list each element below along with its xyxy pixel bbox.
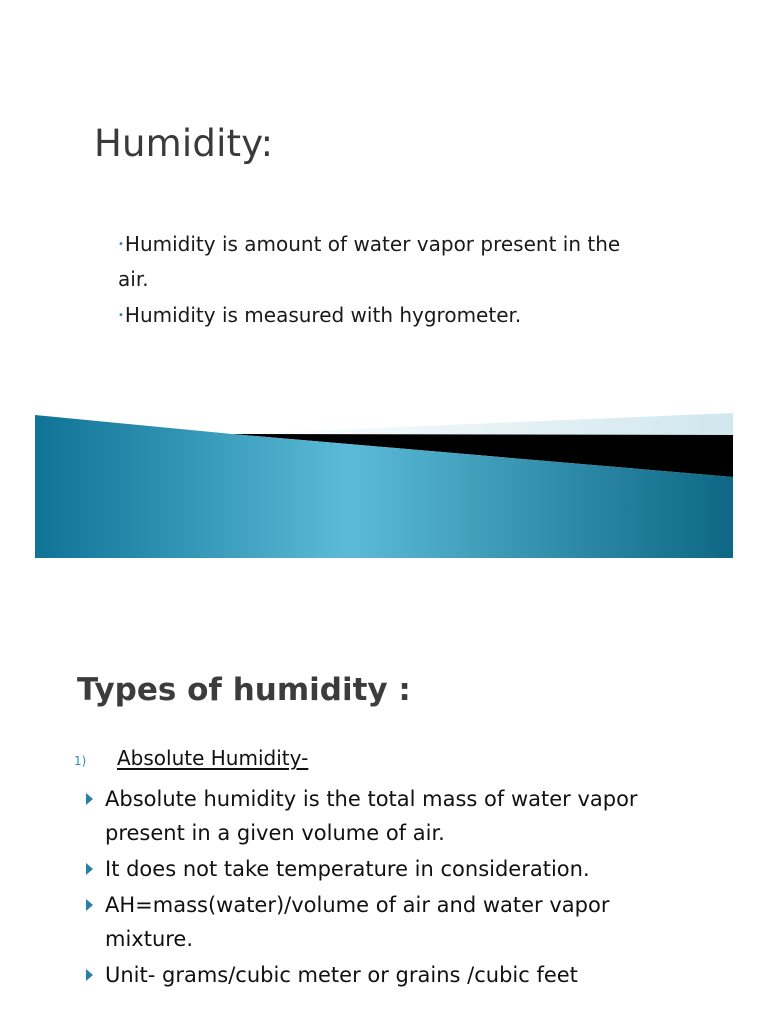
slide-2-bullet-list [84, 782, 704, 994]
slide-1-decorative-banner [0, 405, 768, 565]
bullet-dot-icon: • [118, 239, 124, 250]
numbered-heading-absolute-humidity [74, 746, 308, 770]
slide-2-bullet-3-text: AH=mass(water)/volume of air and water vapor mixture. [105, 893, 610, 951]
triangle-right-icon [86, 863, 93, 875]
slide-1-bullet-1 [118, 227, 638, 296]
slide-1-bullet-1-text: Humidity is amount of water vapor present in the air. [118, 232, 621, 291]
slide-2-bullet-2-text: It does not take temperature in consideration. [105, 857, 590, 881]
slide-2-bullet-3 [84, 888, 704, 956]
slide-1-bullet-2-text: Humidity is measured with hygrometer. [124, 303, 522, 327]
slide-2-bullet-1-text: Absolute humidity is the total mass of water vapor present in a given volume of air. [105, 787, 638, 845]
banner-pale-sliver [232, 413, 733, 435]
triangle-right-icon [86, 969, 93, 981]
slide-1-bullet-2 [118, 298, 638, 333]
numbered-heading-text: Absolute Humidity- [117, 746, 309, 770]
triangle-right-icon [86, 899, 93, 911]
slide-2-title: Types of humidity : [77, 672, 411, 708]
triangle-right-icon [86, 793, 93, 805]
slide-1-title: Humidity: [94, 122, 274, 165]
slide-2-bullet-1 [84, 782, 704, 850]
slide-2-bullet-4-text: Unit- grams/cubic meter or grains /cubic feet [105, 963, 578, 987]
list-number: 1) [74, 754, 87, 768]
slide-1-bullet-list [118, 227, 638, 333]
slide-2-bullet-4 [84, 958, 704, 992]
slide-2-bullet-2 [84, 852, 704, 886]
bullet-dot-icon: • [118, 310, 124, 321]
